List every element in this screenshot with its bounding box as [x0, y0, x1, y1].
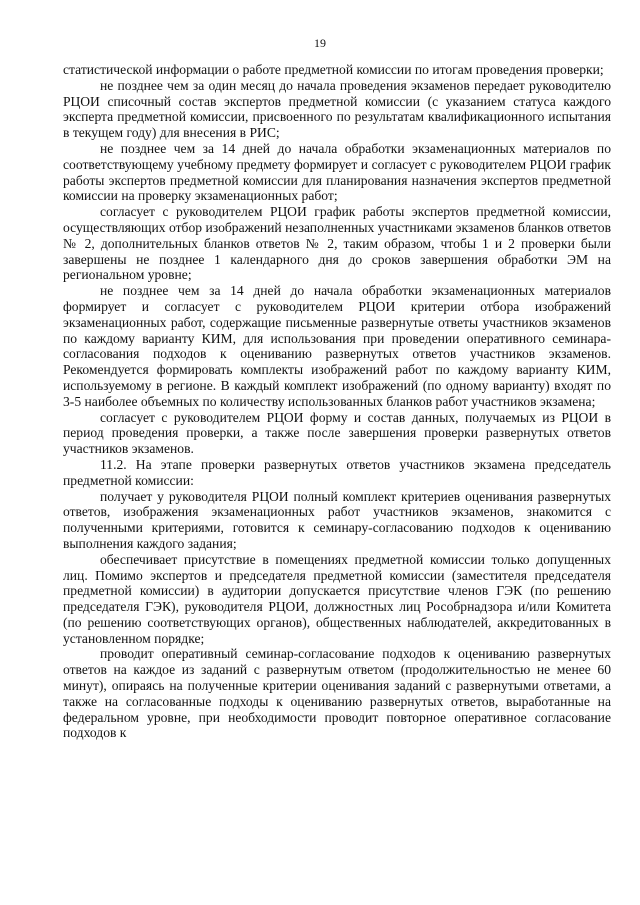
paragraph-data-format: согласует с руководителем РЦОИ форму и состав данных, получаемых из РЦОИ в период проведения проверки, а также после завершения проверки развернутых ответов участников экзаменов.	[63, 409, 611, 457]
paragraph-criteria-set: получает у руководителя РЦОИ полный комплект критериев оценивания развернутых ответов, изображения экзаменационных работ участников экзаменов, знакомится с полученными критериями, готовится к семинару-согласованию подходов к оцениванию выполнения каждого задания;	[63, 488, 611, 551]
paragraph-continuation: статистической информации о работе предметной комиссии по итогам проведения проверки;	[63, 62, 604, 77]
paragraph-attendance: обеспечивает присутствие в помещениях предметной комиссии только допущенных лиц. Помимо экспертов и председателя предметной комиссии (заместителя председателя предметной комиссии) в аудитории допускается присутствие членов ГЭК (по решению председателя ГЭК), руководителя РЦОИ, должностных лиц Рособрнадзора и/или Комитета (по решению соответствующих органов), общественных наблюдателей, аккредитованных в установленном порядке;	[63, 551, 611, 646]
document-body	[63, 62, 611, 741]
paragraph-work-schedule: не позднее чем за 14 дней до начала обработки экзаменационных материалов по соответствующему учебному предмету формирует и согласует с руководителем РЦОИ график работы экспертов предметной комиссии для планирования назначения экспертов предметной комиссии на проверку экзаменационных работ;	[63, 140, 611, 204]
page-number: 19	[314, 36, 326, 50]
paragraph-expert-list: не позднее чем за один месяц до начала проведения экзаменов передает руководителю РЦОИ списочный состав экспертов предметной комиссии (с указанием статуса каждого эксперта предметной комиссии, присвоенного по результатам квалификационного испытания в текущем году) для внесения в РИС;	[63, 77, 611, 141]
paragraph-selection-schedule: согласует с руководителем РЦОИ график работы экспертов предметной комиссии, осуществляющих отбор изображений незаполненных участниками экзаменов бланков ответов № 2, дополнительных бланков ответов № 2, таким образом, чтобы 1 и 2 проверки были завершены не позднее 1 календарного дня до сроков завершения обработки ЭМ на региональном уровне;	[63, 204, 611, 283]
paragraph-selection-criteria: не позднее чем за 14 дней до начала обработки экзаменационных материалов формирует и согласует с руководителем РЦОИ критерии отбора изображений экзаменационных работ, содержащие письменные развернутые ответы участников экзаменов по каждому варианту КИМ, для использования при проведении оперативного семинара-согласования подходов к оцениванию развернутых ответов участников экзаменов. Рекомендуется формировать комплекты изображений работ по каждому варианту КИМ, используемому в регионе. В каждый комплект изображений (по одному варианту) входят по 3-5 наиболее объемных по количеству использованных бланков работ участников экзамена;	[63, 283, 611, 409]
paragraph-section-11-2: 11.2. На этапе проверки развернутых ответов участников экзамена председатель предметной комиссии:	[63, 456, 611, 488]
paragraph-seminar: проводит оперативный семинар-согласование подходов к оцениванию развернутых ответов на каждое из заданий с развернутым ответом (продолжительностью не менее 60 минут), опираясь на полученные критерии оценивания заданий с развернутыми ответами, а также на согласованные подходы к оцениванию развернутых ответов, выработанные на федеральном уровне, при необходимости проводит повторное оперативное согласование подходов к	[63, 646, 611, 741]
